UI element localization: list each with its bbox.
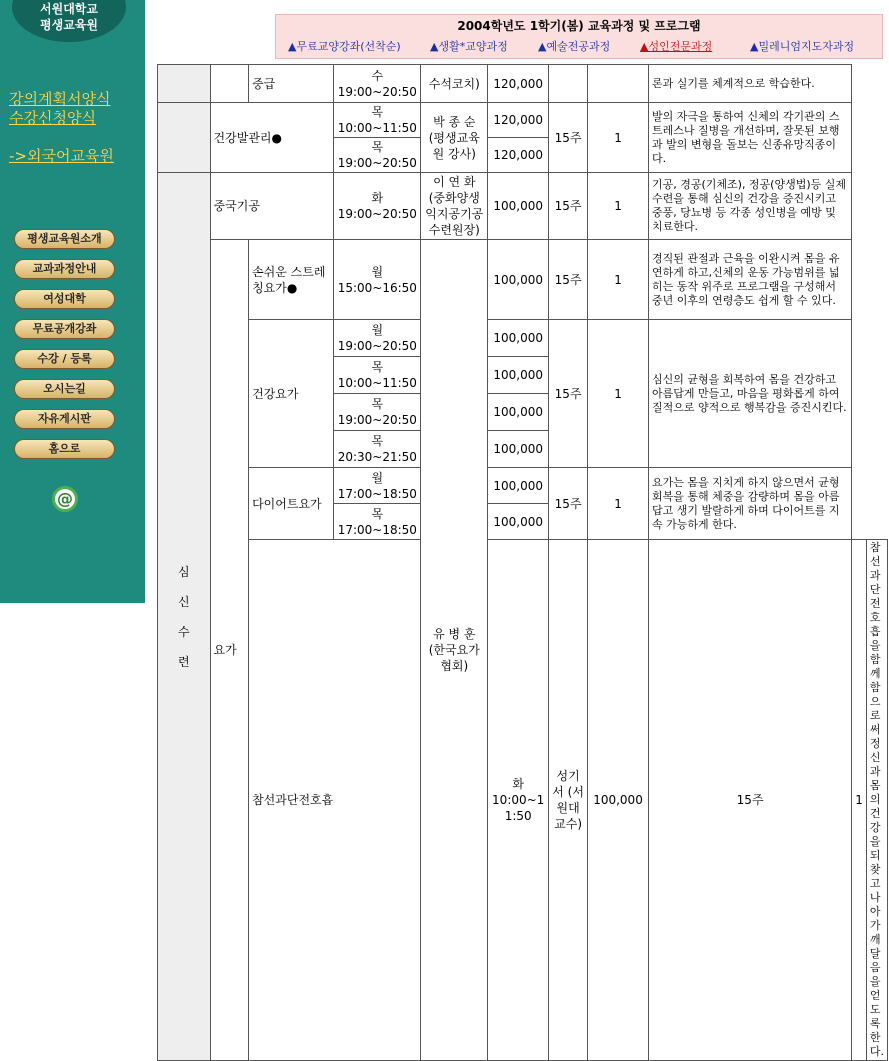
fee-cell: 120,000 bbox=[488, 103, 549, 138]
fee-cell: 100,000 bbox=[488, 394, 549, 431]
description-cell: 참선과 단전호흡을 함께 함으로써 정신과 몸의 건강을 되찾고 나아가 깨달음을 얻도록 한다. bbox=[866, 540, 887, 1061]
instructor-cell: 이 연 화 (중화양생익지공기공수련원장) bbox=[421, 173, 488, 240]
instructor-cell: 박 종 순 (평생교육원 강사) bbox=[421, 103, 488, 173]
schedule-day: 월 bbox=[371, 323, 384, 337]
weeks-cell: 15주 bbox=[549, 173, 588, 240]
course-table-area bbox=[157, 68, 888, 1058]
credits-cell: 1 bbox=[588, 320, 649, 468]
schedule-cell bbox=[334, 173, 421, 240]
weeks-cell: 15주 bbox=[549, 240, 588, 320]
credits-cell bbox=[588, 65, 649, 103]
fee-cell: 100,000 bbox=[488, 468, 549, 504]
schedule-cell bbox=[334, 65, 421, 103]
schedule-time: 17:00~18:50 bbox=[337, 522, 417, 537]
menu-curriculum[interactable]: 교과과정안내 bbox=[14, 259, 115, 279]
credits-cell: 1 bbox=[588, 103, 649, 173]
credits-cell: 1 bbox=[588, 173, 649, 240]
schedule-day: 목 bbox=[371, 140, 384, 154]
schedule-cell bbox=[334, 240, 421, 320]
course-name: 건강요가 bbox=[249, 320, 334, 468]
schedule-day: 목 bbox=[371, 105, 384, 119]
header-bar bbox=[275, 14, 883, 59]
course-table bbox=[157, 64, 888, 1061]
syllabus-form-link[interactable]: 강의계획서양식 bbox=[9, 90, 111, 108]
description-cell: 심신의 균형을 회복하여 몸을 건강하고 아름답게 만들고, 마음을 평화롭게 하여 질적으로 양적으로 행복감을 증진시킨다. bbox=[648, 320, 851, 468]
weeks-cell bbox=[549, 65, 588, 103]
page-title: 2004학년도 1학기(봄) 교육과정 및 프로그램 bbox=[457, 19, 701, 33]
schedule-cell bbox=[488, 540, 549, 1061]
fee-cell: 100,000 bbox=[488, 431, 549, 468]
table-row bbox=[158, 103, 888, 138]
fee-cell: 120,000 bbox=[488, 138, 549, 173]
menu-board[interactable]: 자유게시판 bbox=[14, 409, 115, 429]
table-row bbox=[158, 468, 888, 504]
schedule-time: 10:00~11:50 bbox=[337, 121, 417, 135]
schedule-cell bbox=[334, 431, 421, 468]
category-char: 련 bbox=[177, 654, 190, 669]
menu-directions[interactable]: 오시는길 bbox=[14, 379, 115, 399]
schedule-cell bbox=[334, 394, 421, 431]
table-row bbox=[158, 173, 888, 240]
nav-adult-courses[interactable]: ▲성인전문과정 bbox=[640, 40, 713, 53]
description-cell: 발의 자극을 통하여 신체의 각기관의 스트레스나 질병을 개선하며, 잘못된 보행과 발의 변형을 돌보는 신종유망직종이다. bbox=[648, 103, 851, 173]
course-name: 참선과단전호흡 bbox=[249, 540, 421, 1061]
schedule-time: 19:00~20:50 bbox=[337, 84, 417, 99]
table-row bbox=[158, 320, 888, 357]
schedule-day: 목 bbox=[371, 434, 384, 448]
instructor-cell: 수석코치) bbox=[421, 65, 488, 103]
description-cell: 경직된 관절과 근육을 이완시켜 몸을 유연하게 하고,신체의 운동 가능범위를 넓히는 동작 위주로 프로그램을 구성해서 중년 이후의 연령층도 쉽게 할 수 있다. bbox=[648, 240, 851, 320]
group-name: 요가 bbox=[210, 240, 249, 1061]
fee-cell: 100,000 bbox=[488, 504, 549, 540]
schedule-cell bbox=[334, 468, 421, 504]
category-label bbox=[158, 173, 211, 1061]
course-name: 중국기공 bbox=[210, 173, 334, 240]
nav-leader-courses[interactable]: ▲밀레니엄지도자과정 bbox=[750, 40, 855, 53]
description-cell: 기공, 경공(기체조), 정공(양생법)등 실제수련을 통해 심신의 건강을 증진시키고 중풍, 당뇨병 등 각종 성인병을 예방 및 치료한다. bbox=[648, 173, 851, 240]
fee-cell: 120,000 bbox=[488, 65, 549, 103]
foreign-language-link[interactable]: ->외국어교육원 bbox=[9, 147, 114, 165]
schedule-time: 17:00~18:50 bbox=[337, 486, 417, 501]
menu-free-lectures[interactable]: 무료공개강좌 bbox=[14, 319, 115, 339]
fee-cell: 100,000 bbox=[488, 173, 549, 240]
category-cell bbox=[158, 103, 211, 173]
logo-line1: 서원대학교 bbox=[40, 2, 98, 16]
category-char: 신 bbox=[177, 594, 190, 609]
nav-life-courses[interactable]: ▲생활*교양과정 bbox=[430, 40, 508, 53]
fee-cell: 100,000 bbox=[488, 357, 549, 394]
schedule-time: 19:00~20:50 bbox=[337, 413, 417, 427]
schedule-time: 20:30~21:50 bbox=[337, 450, 417, 464]
schedule-day: 목 bbox=[371, 506, 384, 521]
logo-line2: 평생교육원 bbox=[40, 18, 98, 32]
sidebar bbox=[0, 0, 145, 603]
schedule-cell bbox=[334, 357, 421, 394]
schedule-time: 10:00~11:50 bbox=[337, 376, 417, 390]
course-name: 건강발관리● bbox=[210, 103, 334, 173]
weeks-cell: 15주 bbox=[549, 103, 588, 173]
schedule-cell bbox=[334, 103, 421, 138]
application-form-link[interactable]: 수강신청양식 bbox=[9, 109, 96, 127]
table-row bbox=[158, 240, 888, 320]
menu-women-college[interactable]: 여성대학 bbox=[14, 289, 115, 309]
fee-cell: 100,000 bbox=[488, 240, 549, 320]
course-level: 중급 bbox=[249, 65, 334, 103]
schedule-time: 19:00~20:50 bbox=[337, 156, 417, 170]
schedule-day: 화 bbox=[512, 777, 524, 791]
menu-about[interactable]: 평생교육원소개 bbox=[14, 229, 115, 249]
schedule-cell bbox=[334, 138, 421, 173]
schedule-time: 15:00~16:50 bbox=[337, 280, 417, 295]
schedule-day: 수 bbox=[371, 68, 384, 83]
weeks-cell: 15주 bbox=[549, 468, 588, 540]
schedule-time: 19:00~20:50 bbox=[337, 207, 417, 221]
schedule-day: 월 bbox=[371, 264, 384, 279]
menu-registration[interactable]: 수강 / 등록 bbox=[14, 349, 115, 369]
course-name: 다이어트요가 bbox=[249, 468, 334, 540]
schedule-day: 월 bbox=[371, 470, 384, 485]
nav-art-courses[interactable]: ▲예술전공과정 bbox=[538, 40, 611, 53]
table-row bbox=[158, 540, 888, 1061]
course-name: 손쉬운 스트레칭요가● bbox=[249, 240, 334, 320]
schedule-day: 목 bbox=[371, 360, 384, 374]
category-cell-top bbox=[158, 65, 211, 103]
instructor-cell: 성기서 (서원대 교수) bbox=[549, 540, 588, 1061]
weeks-cell: 15주 bbox=[648, 540, 851, 1061]
schedule-cell bbox=[334, 504, 421, 540]
email-icon[interactable]: @ bbox=[52, 486, 78, 512]
schedule-time: 10:00~11:50 bbox=[492, 793, 545, 823]
fee-cell: 100,000 bbox=[488, 320, 549, 357]
credits-cell: 1 bbox=[588, 240, 649, 320]
logo[interactable] bbox=[12, 0, 126, 42]
credits-cell: 1 bbox=[852, 540, 867, 1061]
description-cell: 론과 실기를 체계적으로 학습한다. bbox=[648, 65, 851, 103]
schedule-time: 19:00~20:50 bbox=[337, 339, 417, 353]
weeks-cell: 15주 bbox=[549, 320, 588, 468]
category-char: 수 bbox=[177, 624, 190, 639]
table-row bbox=[158, 65, 888, 103]
description-cell: 요가는 몸을 지치게 하지 않으면서 균형 회복을 통해 체중을 감량하며 몸을 아름답고 생기 발랄하게 하며 다이어트를 지속 가능하게 한다. bbox=[648, 468, 851, 540]
credits-cell: 1 bbox=[588, 468, 649, 540]
instructor-cell: 유 병 훈 (한국요가협회) bbox=[421, 240, 488, 1061]
group-cell bbox=[210, 65, 249, 103]
category-char: 심 bbox=[177, 564, 190, 579]
schedule-day: 화 bbox=[371, 191, 384, 205]
schedule-day: 목 bbox=[371, 397, 384, 411]
menu-home[interactable]: 홈으로 bbox=[14, 439, 115, 459]
fee-cell: 100,000 bbox=[588, 540, 649, 1061]
schedule-cell bbox=[334, 320, 421, 357]
nav-free-courses[interactable]: ▲무료교양강좌(선착순) bbox=[288, 40, 401, 53]
